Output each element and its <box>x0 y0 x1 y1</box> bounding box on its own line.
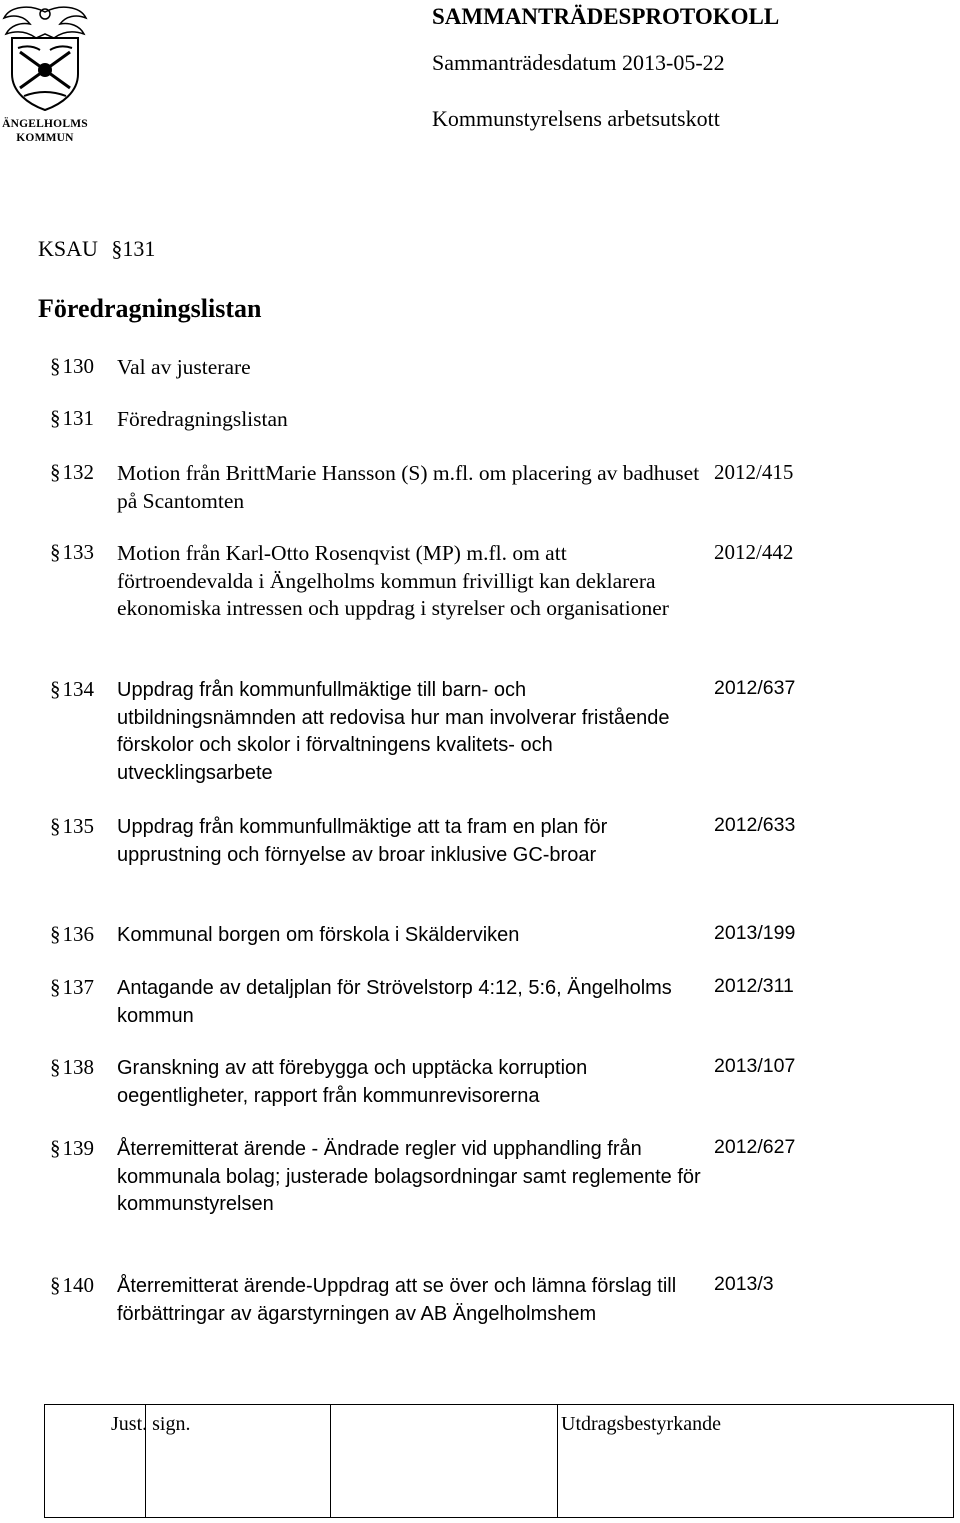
section-sign: § <box>50 677 61 701</box>
agenda-item-dnr: 2012/633 <box>714 814 796 836</box>
agenda-item-number: §137 <box>50 975 94 999</box>
agenda-item-title: Antagande av detaljplan för Strövelstorp 4:12, 5:6, Ängelholms kommun <box>117 977 672 1027</box>
section-sign: § <box>50 1055 61 1079</box>
agenda-item-title: Motion från BrittMarie Hansson (S) m.fl. om placering av badhuset på Scantomten <box>117 461 700 513</box>
agenda-item-number: §133 <box>50 540 94 564</box>
agenda-item-dnr: 2013/3 <box>714 1273 774 1295</box>
logo-text-line2: KOMMUN <box>16 132 74 144</box>
adjuster-signature-label: Just. sign. <box>111 1413 191 1435</box>
agenda-item-number: §136 <box>50 922 94 946</box>
section-sign: § <box>50 406 61 430</box>
section-sign: § <box>50 922 61 946</box>
agenda-item-title: Återremitterat ärende - Ändrade regler vid upphandling från kommunala bolag; justerade bolagsordningar samt reglemente för kommunstyrelsen <box>117 1138 701 1215</box>
agenda-item-dnr: 2012/442 <box>714 540 794 564</box>
section-sign: § <box>50 1273 61 1297</box>
agenda-item-number: §138 <box>50 1055 94 1079</box>
agenda-item-title: Återremitterat ärende-Uppdrag att se över och lämna förslag till förbättringar av ägarstyrningen av AB Ängelholmshem <box>117 1275 677 1325</box>
section-sign: § <box>50 975 61 999</box>
agenda-item-dnr: 2013/107 <box>714 1055 796 1077</box>
agenda-item-title: Motion från Karl-Otto Rosenqvist (MP) m.fl. om att förtroendevalda i Ängelholms kommun frivilligt kan deklarera ekonomiska intressen och uppdrag i styrelser och organisationer <box>117 541 669 620</box>
agenda-item-title: Kommunal borgen om förskola i Skälderviken <box>117 924 520 946</box>
section-sign: § <box>50 354 61 378</box>
agenda-item-number: §134 <box>50 677 94 701</box>
agenda-item-number: §140 <box>50 1273 94 1297</box>
logo-text-line1: ÄNGELHOLMS <box>2 118 88 130</box>
signature-box <box>44 1404 954 1518</box>
protocol-title: SAMMANTRÄDESPROTOKOLL <box>432 4 780 29</box>
page-heading: Föredragningslistan <box>38 294 262 323</box>
section-sign: § <box>50 460 61 484</box>
committee-name: Kommunstyrelsens arbetsutskott <box>432 106 720 131</box>
agenda-item-title: Val av justerare <box>117 355 251 379</box>
section-sign: § <box>111 236 123 261</box>
meeting-date: Sammanträdesdatum 2013-05-22 <box>432 50 725 75</box>
agenda-item-title: Granskning av att förebygga och upptäcka korruption oegentligheter, rapport från kommunrevisorerna <box>117 1057 588 1107</box>
signature-divider <box>557 1405 558 1517</box>
agenda-item-dnr: 2012/311 <box>714 975 794 997</box>
agenda-item-number: §131 <box>50 406 94 430</box>
agenda-item-number: §132 <box>50 460 94 484</box>
agenda-item-title: Föredragningslistan <box>117 407 288 431</box>
agenda-item-number: §130 <box>50 354 94 378</box>
section-prefix: KSAU <box>38 236 98 261</box>
agenda-item-dnr: 2012/637 <box>714 677 796 699</box>
section-sign: § <box>50 540 61 564</box>
agenda-item-number: §135 <box>50 814 94 838</box>
coat-of-arms-icon <box>0 4 90 116</box>
section-sign: § <box>50 1136 61 1160</box>
agenda-item-title: Uppdrag från kommunfullmäktige till barn- och utbildningsnämnden att redovisa hur man involverar fristående förskolor och skolor i förvaltningens kvalitets- och utvecklingsarbete <box>117 679 670 784</box>
section-reference <box>38 236 155 262</box>
agenda-item-dnr: 2013/199 <box>714 922 796 944</box>
municipality-logo <box>0 4 90 154</box>
agenda-item-dnr: 2012/415 <box>714 460 794 484</box>
agenda-item-dnr: 2012/627 <box>714 1136 796 1158</box>
signature-divider <box>330 1405 331 1517</box>
agenda-item-number: §139 <box>50 1136 94 1160</box>
section-sign: § <box>50 814 61 838</box>
extract-certification-label: Utdragsbestyrkande <box>561 1413 721 1435</box>
agenda-item-title: Uppdrag från kommunfullmäktige att ta fram en plan för upprustning och förnyelse av broar inklusive GC-broar <box>117 816 608 866</box>
section-number: 131 <box>122 236 156 261</box>
